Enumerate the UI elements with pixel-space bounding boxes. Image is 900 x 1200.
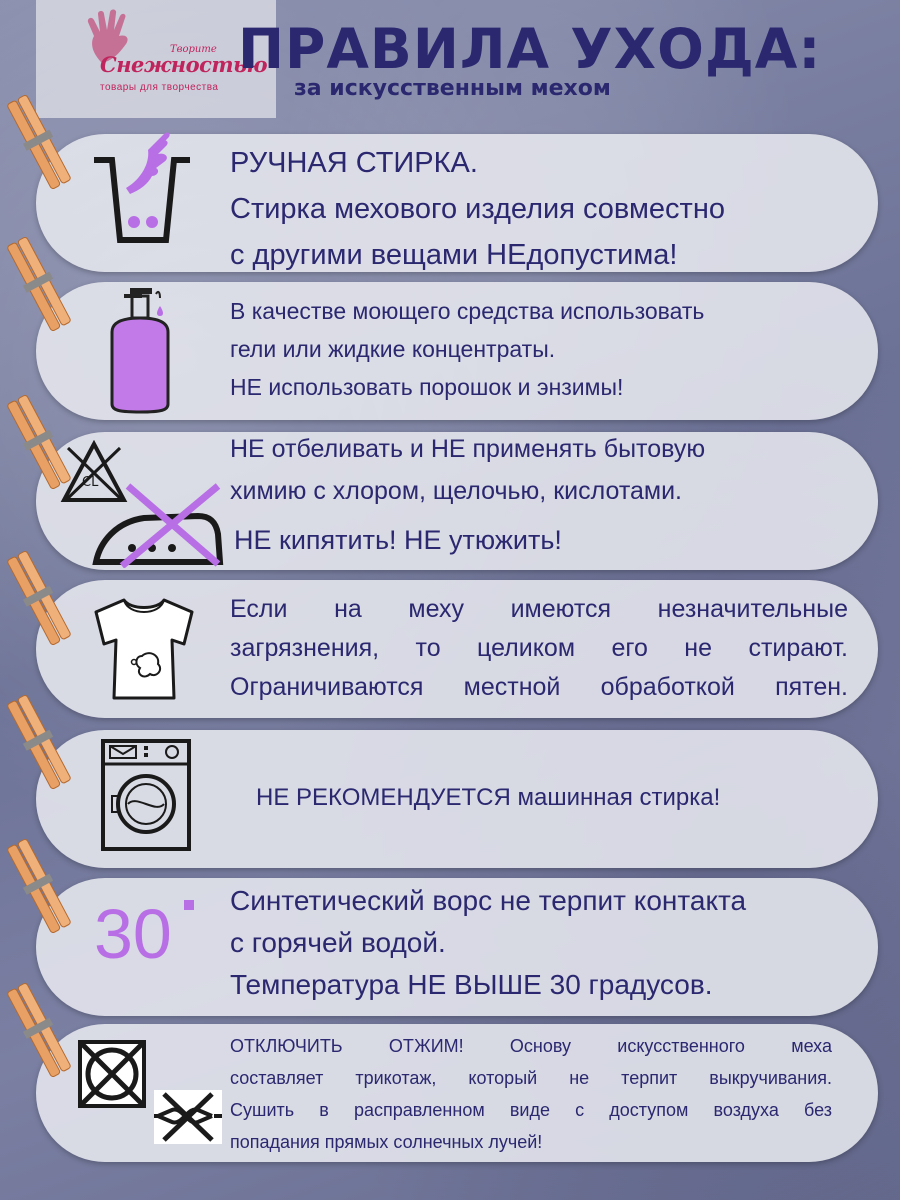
liquid-detergent-bottle-icon bbox=[102, 286, 182, 416]
temperature-icon bbox=[94, 894, 172, 974]
logo-name: Снежностью bbox=[100, 52, 268, 77]
card-line: РУЧНАЯ СТИРКА. bbox=[230, 147, 478, 179]
card-line: Сушить в расправленном виде с доступом воздуха без bbox=[230, 1100, 832, 1120]
no-wring-icon bbox=[152, 1088, 224, 1146]
page-subtitle: за искусственным мехом bbox=[294, 76, 611, 101]
card-line: В качестве моющего средства использовать bbox=[230, 298, 705, 324]
card-hand-wash bbox=[36, 134, 878, 272]
card-line: гели или жидкие концентраты. bbox=[230, 336, 556, 362]
card-line: загрязнения, то целиком его не стирают. bbox=[230, 634, 848, 662]
card-line: Температура НЕ ВЫШЕ 30 градусов. bbox=[230, 969, 713, 1000]
clothespin-icon bbox=[4, 692, 74, 792]
card-line: Ограничиваются местной обработкой пятен. bbox=[230, 673, 848, 701]
svg-text:CL: CL bbox=[82, 475, 99, 490]
card-line: НЕ использовать порошок и энзимы! bbox=[230, 374, 624, 400]
clothespin-icon bbox=[4, 836, 74, 936]
card-line: НЕ РЕКОМЕНДУЕТСЯ машинная стирка! bbox=[256, 784, 721, 811]
card-line: ОТКЛЮЧИТЬ ОТЖИМ! Основу искусственного меха bbox=[230, 1036, 832, 1056]
card-machine-wash bbox=[36, 730, 878, 868]
no-tumble-dry-icon bbox=[78, 1040, 146, 1108]
temperature-value: 30 bbox=[94, 895, 172, 973]
card-line: составляет трикотаж, который не терпит выкручивания. bbox=[230, 1068, 832, 1088]
clothespin-icon bbox=[4, 392, 74, 492]
card-line: НЕ отбеливать и НЕ применять бытовую bbox=[230, 435, 706, 463]
card-detergent bbox=[36, 282, 878, 420]
clothespin-icon bbox=[4, 980, 74, 1080]
hand-wash-icon bbox=[90, 128, 194, 248]
clothespin-icon bbox=[4, 92, 74, 192]
page-title: ПРАВИЛА УХОДА: bbox=[238, 17, 822, 81]
card-line: Стирка мехового изделия совместно bbox=[230, 193, 725, 225]
card-no-bleach bbox=[36, 432, 878, 570]
card-line: попадания прямых солнечных лучей! bbox=[230, 1132, 543, 1152]
card-line: химию с хлором, щелочью, кислотами. bbox=[230, 477, 682, 505]
stained-tshirt-icon bbox=[88, 596, 200, 704]
card-stains bbox=[36, 580, 878, 718]
card-no-spin bbox=[36, 1024, 878, 1162]
card-line: Если на меху имеются незначительные bbox=[230, 595, 848, 623]
clothespin-icon bbox=[4, 234, 74, 334]
washing-machine-icon bbox=[100, 738, 192, 852]
clothespin-icon bbox=[4, 548, 74, 648]
card-line: НЕ кипятить! НЕ утюжить! bbox=[234, 525, 562, 555]
logo-tagline: товары для творчества bbox=[100, 82, 219, 93]
logo-pre: Творите bbox=[170, 44, 217, 55]
no-iron-icon bbox=[92, 482, 232, 568]
card-line: с другими вещами НЕдопустима! bbox=[230, 239, 678, 271]
degree-icon bbox=[184, 900, 194, 910]
card-line: Синтетический ворс не терпит контакта bbox=[230, 885, 747, 916]
card-temperature bbox=[36, 878, 878, 1016]
card-line: с горячей водой. bbox=[230, 927, 446, 958]
